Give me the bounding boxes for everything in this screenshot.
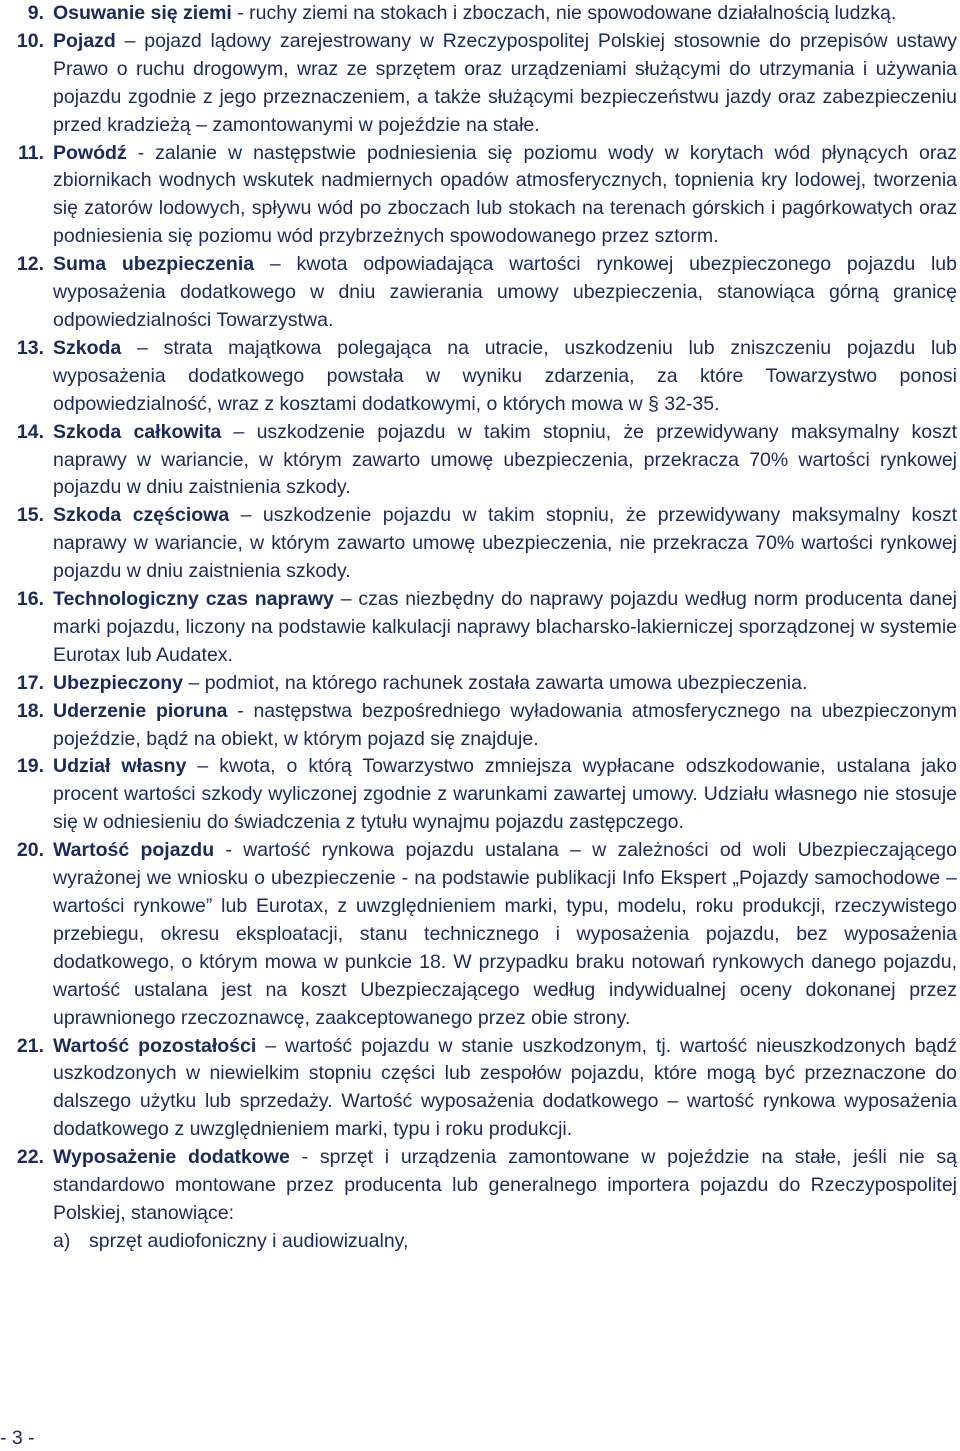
definition-item <box>0 251 960 335</box>
definition-item <box>0 586 960 670</box>
definition-term: Wartość pozostałości <box>53 1034 257 1057</box>
definition-text: – pojazd lądowy zarejestrowany w Rzeczypospolitej Polskiej stosownie do przepisów ustawy Prawo o ruchu drogowym, wraz ze sprzętem oraz urządzeniami służącymi do utrzymania i używania pojazdu zgodnie z jego przeznaczeniem, a także służącymi bezpieczeństwu jazdy oraz zabezpieczeniu przed kradzieżą – zamontowanymi w pojeździe na stałe. <box>53 29 957 136</box>
definition-text: - sprzęt i urządzenia zamontowane w pojeździe na stałe, jeśli nie są standardowo montowane przez producenta lub generalnego importera pojazdu do Rzeczypospolitej Polskiej, stanowiące: <box>53 1146 957 1224</box>
definition-number: 19. <box>16 755 44 778</box>
definition-term: Szkoda <box>53 336 122 359</box>
definition-text: – kwota, o którą Towarzystwo zmniejsza wypłacane odszkodowanie, ustalana jako procent wartości szkody wyliczonej zgodnie z warunkami zawartej umowy. Udziału własnego nie stosuje się w odniesieniu do świadczenia z tytułu wynajmu pojazdu zastępczego. <box>53 755 957 834</box>
definition-term: Szkoda częściowa <box>53 504 230 527</box>
definition-term: Technologiczny czas naprawy <box>53 588 334 611</box>
definition-subitem <box>0 1228 960 1256</box>
definition-item <box>0 1144 960 1228</box>
definition-text: – wartość pojazdu w stanie uszkodzonym, tj. wartość nieuszkodzonych bądź uszkodzonych w niewielkim stopniu części lub zespołów pojazdu, które mogą być przeznaczone do dalszego użytku lub sprzedaży. Wartość wyposażenia dodatkowego – wartość rynkowa wyposażenia dodatkowego z uwzględnieniem marki, typu i roku produkcji. <box>53 1034 958 1141</box>
definition-number: 9. <box>27 2 44 24</box>
definition-number: 14. <box>16 420 44 443</box>
definition-item <box>0 140 960 252</box>
definition-text: - wartość rynkowa pojazdu ustalana – w zależności od woli Ubezpieczającego wyrażonej we wniosku o ubezpieczenie - na podstawie publikacji Info Ekspert „Pojazdy samochodowe – wartości rynkowe” lub Eurotax, z uwzględnieniem marki, typu, modelu, roku produkcji, rzeczywistego przebiegu, okresu eksploatacji, stanu technicznego i wyposażenia pojazdu, bez wyposażenia dodatkowego, o którym mowa w punkcie 18. W przypadku braku notowań rynkowych danego pojazdu, wartość ustalana jest na koszt Ubezpieczającego według indywidualnej oceny dokonanej przez uprawnionego rzeczoznawcę, zaakceptowanego przez obie strony. <box>53 839 957 1029</box>
definition-number: 22. <box>16 1146 44 1169</box>
definition-text: - zalanie w następstwie podniesienia się poziomu wody w korytach wód płynących oraz zbiornikach wodnych wskutek nadmiernych opadów atmosferycznych, topnienia kry lodowej, tworzenia się zatorów lodowych, spływu wód po zboczach lub stokach na terenach górskich i pagórkowatych oraz podniesienia się poziomu wód przybrzeżnych spowodowanego przez sztorm. <box>53 141 957 248</box>
definition-item <box>0 698 960 754</box>
definition-item <box>0 335 960 419</box>
subitem-text: sprzęt audiofoniczny i audiowizualny, <box>89 1229 409 1252</box>
definition-number: 13. <box>16 336 44 359</box>
definition-item <box>0 753 960 837</box>
definition-item <box>0 670 960 698</box>
definition-item <box>0 419 960 503</box>
definition-text: - ruchy ziemi na stokach i zboczach, nie spowodowane działalnością ludzką. <box>231 2 897 24</box>
definition-term: Szkoda całkowita <box>53 420 222 443</box>
definition-term: Pojazd <box>53 29 116 52</box>
definition-term: Powódź <box>53 141 127 164</box>
definition-term: Osuwanie się ziemi <box>53 2 232 24</box>
definition-item <box>0 28 960 140</box>
definition-number: 18. <box>16 699 44 722</box>
definition-term: Wyposażenie dodatkowe <box>53 1146 290 1169</box>
definition-term: Suma ubezpieczenia <box>53 253 255 276</box>
definition-text: - następstwa bezpośredniego wyładowania atmosferycznego na ubezpieczonym pojeździe, bądź na obiekt, w którym pojazd się znajduje. <box>53 699 957 750</box>
definition-number: 20. <box>16 839 44 862</box>
definition-number: 10. <box>16 29 44 52</box>
subitem-letter: a) <box>53 1229 71 1252</box>
definition-number: 16. <box>16 588 44 611</box>
page-number: - 3 - <box>0 1427 35 1449</box>
definition-item <box>0 502 960 586</box>
definition-number: 21. <box>16 1034 44 1057</box>
definition-number: 11. <box>17 141 44 164</box>
definition-term: Ubezpieczony <box>53 671 184 694</box>
definition-text: – kwota odpowiadająca wartości rynkowej ubezpieczonego pojazdu lub wyposażenia dodatkowego w dniu zawierania umowy ubezpieczenia, stanowiąca górną granicę odpowiedzialności Towarzystwa. <box>53 253 957 331</box>
definition-term: Udział własny <box>53 755 187 778</box>
definition-term: Uderzenie pioruna <box>53 699 228 722</box>
definition-number: 12. <box>16 253 44 276</box>
definition-item <box>0 837 960 1032</box>
definition-text: – podmiot, na którego rachunek została zawarta umowa ubezpieczenia. <box>183 671 808 694</box>
definition-item <box>0 0 960 28</box>
definition-text: – uszkodzenie pojazdu w takim stopniu, że przewidywany maksymalny koszt naprawy w wariancie, w którym zawarto umowę ubezpieczenia, nie przekracza 70% wartości rynkowej pojazdu w dniu zaistnienia szkody. <box>53 504 957 583</box>
definition-text: – czas niezbędny do naprawy pojazdu według norm producenta danej marki pojazdu, liczony na podstawie kalkulacji naprawy blacharsko-lakierniczej sporządzonej w systemie Eurotax lub Audatex. <box>53 588 957 666</box>
definition-text: – strata majątkowa polegająca na utracie, uszkodzeniu lub zniszczeniu pojazdu lub wyposażenia dodatkowego powstała w wyniku zdarzenia, za które Towarzystwo ponosi odpowiedzialność, wraz z kosztami dodatkowymi, o których mowa w § 32-35. <box>53 336 957 415</box>
definition-number: 17. <box>16 671 44 694</box>
definition-term: Wartość pojazdu <box>53 839 215 862</box>
definition-item <box>0 1033 960 1145</box>
definition-number: 15. <box>16 504 44 527</box>
definition-text: – uszkodzenie pojazdu w takim stopniu, że przewidywany maksymalny koszt naprawy w wariancie, w którym zawarto umowę ubezpieczenia, przekracza 70% wartości rynkowej pojazdu w dniu zaistnienia szkody. <box>53 420 957 499</box>
